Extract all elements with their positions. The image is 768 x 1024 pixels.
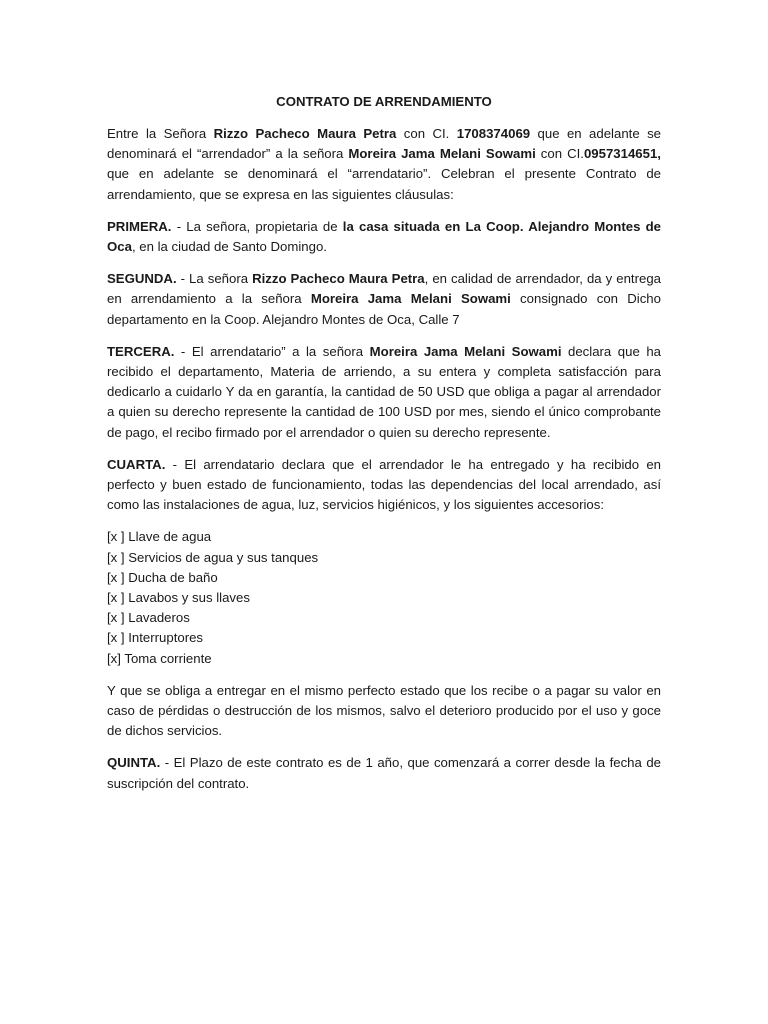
checklist-item: [x] Toma corriente — [107, 650, 212, 666]
clause-label: TERCERA. — [107, 343, 175, 359]
checklist-item: [x ] Lavaderos — [107, 610, 190, 626]
intro-paragraph — [107, 124, 661, 205]
checklist-item: [x ] Ducha de baño — [107, 569, 218, 585]
intro-text: Entre la Señora — [107, 126, 214, 141]
intro-text: con CI. — [535, 146, 584, 162]
intro-text: que en adelante se denominará el “arrendatario”. Celebran el presente Contrato de arrendamiento, que se expresa en las siguientes cláusulas: — [107, 166, 661, 202]
clause-label: SEGUNDA. — [107, 271, 177, 287]
checklist-item: [x ] Llave de agua — [107, 529, 212, 545]
arrendatario-name: Moreira Jama Melani Sowami — [348, 146, 536, 162]
accessories-checklist — [107, 527, 661, 668]
arrendador-name: Rizzo Pacheco Maura Petra — [252, 271, 425, 287]
checklist-item: [x ] Servicios de agua y sus tanques — [107, 549, 319, 565]
clause-text: - El arrendatario” a la señora — [174, 343, 370, 359]
clause-text: declara que ha recibido el departamento, Materia de arriendo, a su entera y completa satisfacción para dedicarlo a cuidarlo Y da en garantía, la cantidad de 50 USD que obliga a pagar al arrendador a quien su derecho represente la cantidad de 100 USD por mes, siendo el único comprobante de pago, el recibo firmado por el arrendador o quien su derecho represente. — [107, 343, 661, 440]
arrendador-ci: 1708374069 — [456, 126, 531, 141]
clause-cuarta — [107, 455, 661, 516]
property-location: la casa situada en La Coop. Alejandro Montes de Oca — [107, 218, 662, 255]
document-title: CONTRATO DE ARRENDAMIENTO — [276, 94, 492, 109]
clause-text: , en calidad de arrendador, da y entrega en arrendamiento a la señora — [107, 271, 661, 307]
arrendador-name: Rizzo Pacheco Maura Petra — [213, 126, 397, 141]
clause-text: - El Plazo de este contrato es de 1 año, que comenzará a correr desde la fecha de suscripción del contrato. — [107, 755, 661, 791]
clause-text: - El arrendatario declara que el arrendador le ha entregado y ha recibido en perfecto y buen estado de funcionamiento, todas las dependencias del local arrendado, así como las instalaciones de agua, luz, servicios higiénicos, y los siguientes accesorios: — [107, 456, 661, 513]
clause-tercera — [107, 342, 661, 443]
clause-label: QUINTA. — [107, 755, 161, 771]
obligation-paragraph: Y que se obliga a entregar en el mismo perfecto estado que los recibe o a pagar su valor en caso de pérdidas o destrucción de los mismos, salvo el deterioro producido por el uso y goce de dichos servicios. — [107, 682, 661, 739]
clause-segunda — [107, 269, 661, 330]
clause-text: consignado con Dicho departamento en la Coop. Alejandro Montes de Oca, Calle 7 — [107, 291, 661, 327]
clause-text: - La señora, propietaria de — [171, 218, 343, 234]
checklist-item: [x ] Lavabos y sus llaves — [107, 590, 250, 606]
clause-primera — [107, 217, 661, 257]
clause-label: CUARTA. — [107, 456, 166, 472]
intro-text: que en adelante se denominará el “arrendador” a la señora — [107, 126, 662, 162]
checklist-item: [x ] Interruptores — [107, 630, 204, 646]
arrendatario-name: Moreira Jama Melani Sowami — [369, 343, 562, 359]
arrendatario-name: Moreira Jama Melani Sowami — [310, 291, 511, 307]
arrendatario-ci: 0957314651, — [583, 146, 661, 162]
intro-text: con CI. — [396, 126, 457, 141]
clause-quinta — [107, 753, 661, 793]
clause-text: - La señora — [176, 271, 253, 287]
clause-label: PRIMERA. — [107, 218, 172, 234]
clause-text: , en la ciudad de Santo Domingo. — [131, 239, 327, 255]
